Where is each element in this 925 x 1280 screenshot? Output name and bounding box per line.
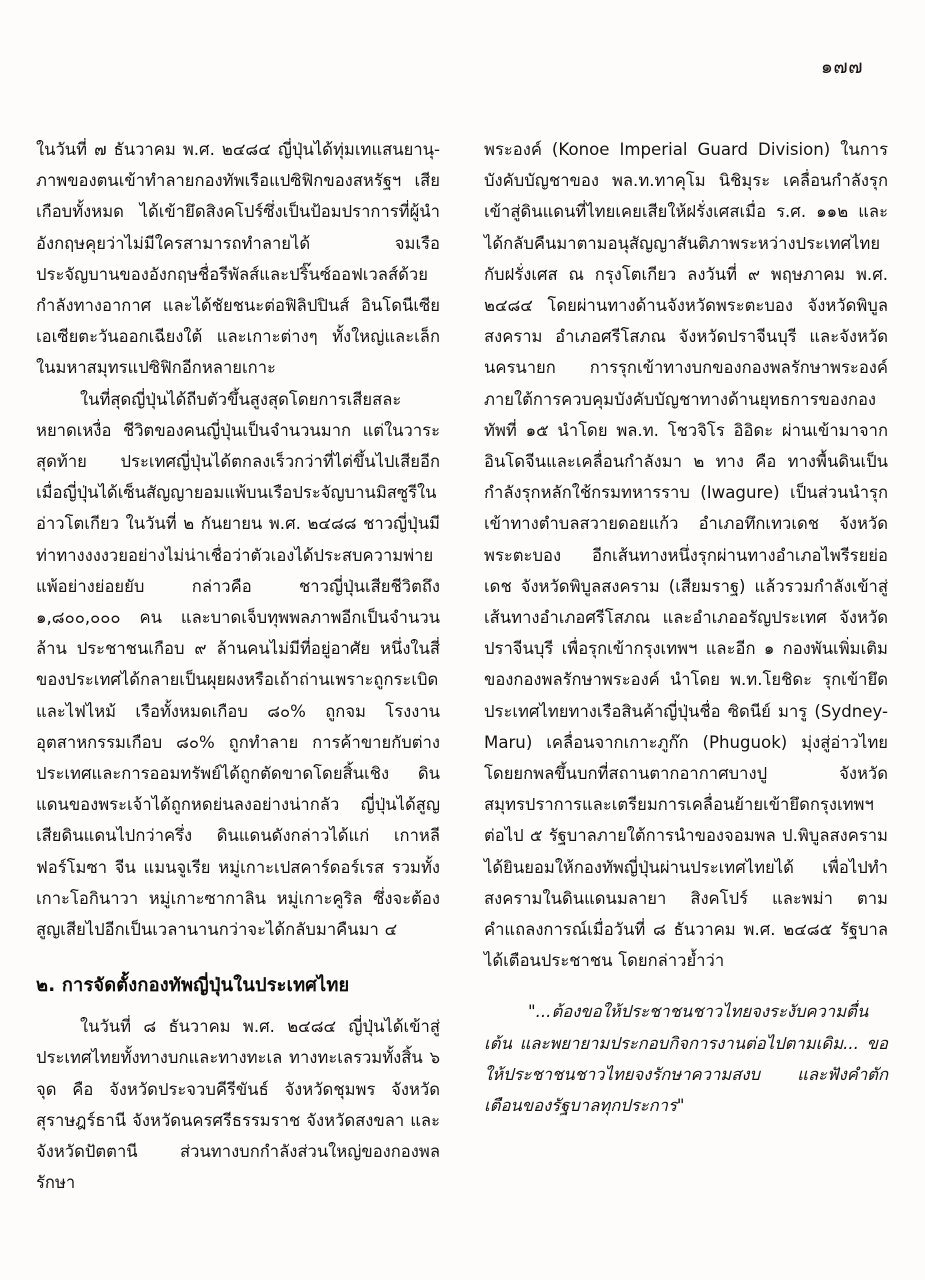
spacer xyxy=(36,1001,440,1011)
right-column xyxy=(484,134,888,1199)
left-column xyxy=(36,134,440,1199)
paragraph: ในวันที่ ๘ ธันวาคม พ.ศ. ๒๔๘๔ ญี่ปุ่นได้เข้าสู่ประเทศไทยทั้งทางบกและทางทะเล ทางทะเลรวมทั้งสิ้น ๖ จุด คือ จังหวัดประจวบคีรีขันธ์ จังหวัดชุมพร จังหวัดสุราษฎร์ธานี จังหวัดนครศรีธรรมราช จังหวัดสงขลา และจังหวัดปัตตานี ส่วนทางบกกำลังส่วนใหญ่ของกองพลรักษา xyxy=(36,1017,440,1193)
paragraph: พระองค์ (Konoe Imperial Guard Division) ในการบังคับบัญชาของ พล.ท.ทาคุโม นิชิมุระ เคลื่อนกำลังรุกเข้าสู่ดินแดนที่ไทยเคยเสียให้ฝรั่งเศสเมื่อ ร.ศ. ๑๑๒ และได้กลับคืนมาตามอนุสัญญาสันติภาพระหว่างประเทศไทยกับฝรั่งเศส ณ กรุงโตเกียว ลงวันที่ ๙ พฤษภาคม พ.ศ. ๒๔๘๔ โดยผ่านทางด้านจังหวัดพระตะบอง จังหวัดพิบูลสงคราม อำเภอศรีโสภณ จังหวัดปราจีนบุรี และจังหวัดนครนายก การรุกเข้าทางบกของกองพลรักษาพระองค์ภายใต้การควบคุมบังคับบัญชาทางด้านยุทธการของกองทัพที่ ๑๕ นำโดย พล.ท. โชวจิโร อิอิดะ ผ่านเข้ามาจากอินโดจีนและเคลื่อนกำลังมา ๒ ทาง คือ ทางพื้นดินเป็นกำลังรุกหลักใช้กรมทหารราบ (Iwagure) เป็นส่วนนำรุกเข้าทางตำบลสวายดอยแก้ว อำเภอทึกเทวเดช จังหวัดพระตะบอง อีกเส้นทางหนึ่งรุกผ่านทางอำเภอไพรีรยย่อเดช จังหวัดพิบูลสงคราม (เสียมราฐ) แล้วรวมกำลังเข้าสู่เส้นทางอำเภอศรีโสภณ และอำเภออรัญประเทศ จังหวัดปราจีนบุรี เพื่อรุกเข้ากรุงเทพฯ และอีก ๑ กองพันเพิ่มเติมของกองพลรักษาพระองค์ นำโดย พ.ท.โยชิดะ รุกเข้ายึดประเทศไทยทางเรือสินค้าญี่ปุ่นชื่อ ซิดนีย์ มารู (Sydney-Maru) เคลื่อนจากเกาะภูก๊ก (Phuguok) มุ่งสู่อ่าวไทย โดยยกพลขึ้นบกที่สถานตากอากาศบางปู จังหวัดสมุทรปราการและเตรียมการเคลื่อนย้ายเข้ายึดกรุงเทพฯ ต่อไป ๕ รัฐบาลภายใต้การนำของจอมพล ป.พิบูลสงคราม ได้ยินยอมให้กองทัพญี่ปุ่นผ่านประเทศไทยได้ เพื่อไปทำสงครามในดินแดนมลายา สิงคโปร์ และพม่า ตามคำแถลงการณ์เมื่อวันที่ ๘ ธันวาคม พ.ศ. ๒๔๘๕ รัฐบาลได้เตือนประชาชน โดยกล่าวย้ำว่า xyxy=(484,140,888,971)
paragraph: ในที่สุดญี่ปุ่นได้ถีบตัวขึ้นสูงสุดโดยการเสียสละหยาดเหงื่อ ชีวิตของคนญี่ปุ่นเป็นจำนวนมาก แต่ในวาระสุดท้าย ประเทศญี่ปุ่นได้ตกลงเร็วกว่าที่ไต่ขึ้นไปเสียอีก เมื่อญี่ปุ่นได้เซ็นสัญญายอมแพ้บนเรือประจัญบานมิสซูรีในอ่าวโตเกียว ในวันที่ ๒ กันยายน พ.ศ. ๒๔๘๘ ชาวญี่ปุ่นมีท่าทางงงงวยอย่างไม่น่าเชื่อว่าตัวเองได้ประสบความพ่ายแพ้อย่างย่อยยับ กล่าวคือ ชาวญี่ปุ่นเสียชีวิตถึง ๑,๘๐๐,๐๐๐ คน และบาดเจ็บทุพพลภาพอีกเป็นจำนวนล้าน ประชาชนเกือบ ๙ ล้านคนไม่มีที่อยู่อาศัย หนึ่งในสี่ของประเทศได้กลายเป็นผุยผงหรือเถ้าถ่านเพราะถูกระเบิดและไฟไหม้ เรือทั้งหมดเกือบ ๘๐% ถูกจม โรงงานอุตสาหกรรมเกือบ ๘๐% ถูกทำลาย การค้าขายกับต่างประเทศและการออมทรัพย์ได้ถูกตัดขาดโดยสิ้นเชิง ดินแดนของพระเจ้าได้ถูกหดย่นลงอย่างน่ากลัว ญี่ปุ่นได้สูญเสียดินแดนไปกว่าครึ่ง ดินแดนดังกล่าวได้แก่ เกาหลี ฟอร์โมซา จีน แมนจูเรีย หมู่เกาะเปสคาร์ดอร์เรส รวมทั้งเกาะโอกินาวา หมู่เกาะซากาลิน หมู่เกาะคูริล ซึ่งจะต้องสูญเสียไปอีกเป็นเวลานานกว่าจะได้กลับมาคืนมา ๔ xyxy=(36,389,440,940)
two-column-body xyxy=(0,134,925,1199)
paragraph: ในวันที่ ๗ ธันวาคม พ.ศ. ๒๔๘๔ ญี่ปุ่นได้ทุ่มเทแสนยานุ-ภาพของตนเข้าทำลายกองทัพเรือแปซิฟิกของสหรัฐฯ เสียเกือบทั้งหมด ได้เข้ายึดสิงคโปร์ซึ่งเป็นป้อมปราการที่ผู้นำอังกฤษคุยว่าไม่มีใครสามารถทำลายได้ จมเรือประจัญบานของอังกฤษชื่อรีพัลส์และปริ๊นซ์ออฟเวลส์ด้วยกำลังทางอากาศ และได้ชัยชนะต่อฟิลิปปินส์ อินโดนีเซีย เอเซียตะวันออกเฉียงใต้ และเกาะต่างๆ ทั้งใหญ่และเล็กในมหาสมุทรแปซิฟิกอีกหลายเกาะ xyxy=(36,140,440,378)
blockquote: "...ต้องขอให้ประชาชนชาวไทยจงระงับความตื่นเต้น และพยายามประกอบกิจการงานต่อไปตามเดิม... ขอให้ประชาชนชาวไทยจงรักษาความสงบ และฟังคำตักเตือนของรัฐบาลทุกประการ" xyxy=(484,1002,888,1116)
section-heading: ๒. การจัดตั้งกองทัพญี่ปุ่นในประเทศไทย xyxy=(36,975,350,997)
page-number: ๑๗๗ xyxy=(820,56,863,78)
spacer xyxy=(484,976,888,996)
